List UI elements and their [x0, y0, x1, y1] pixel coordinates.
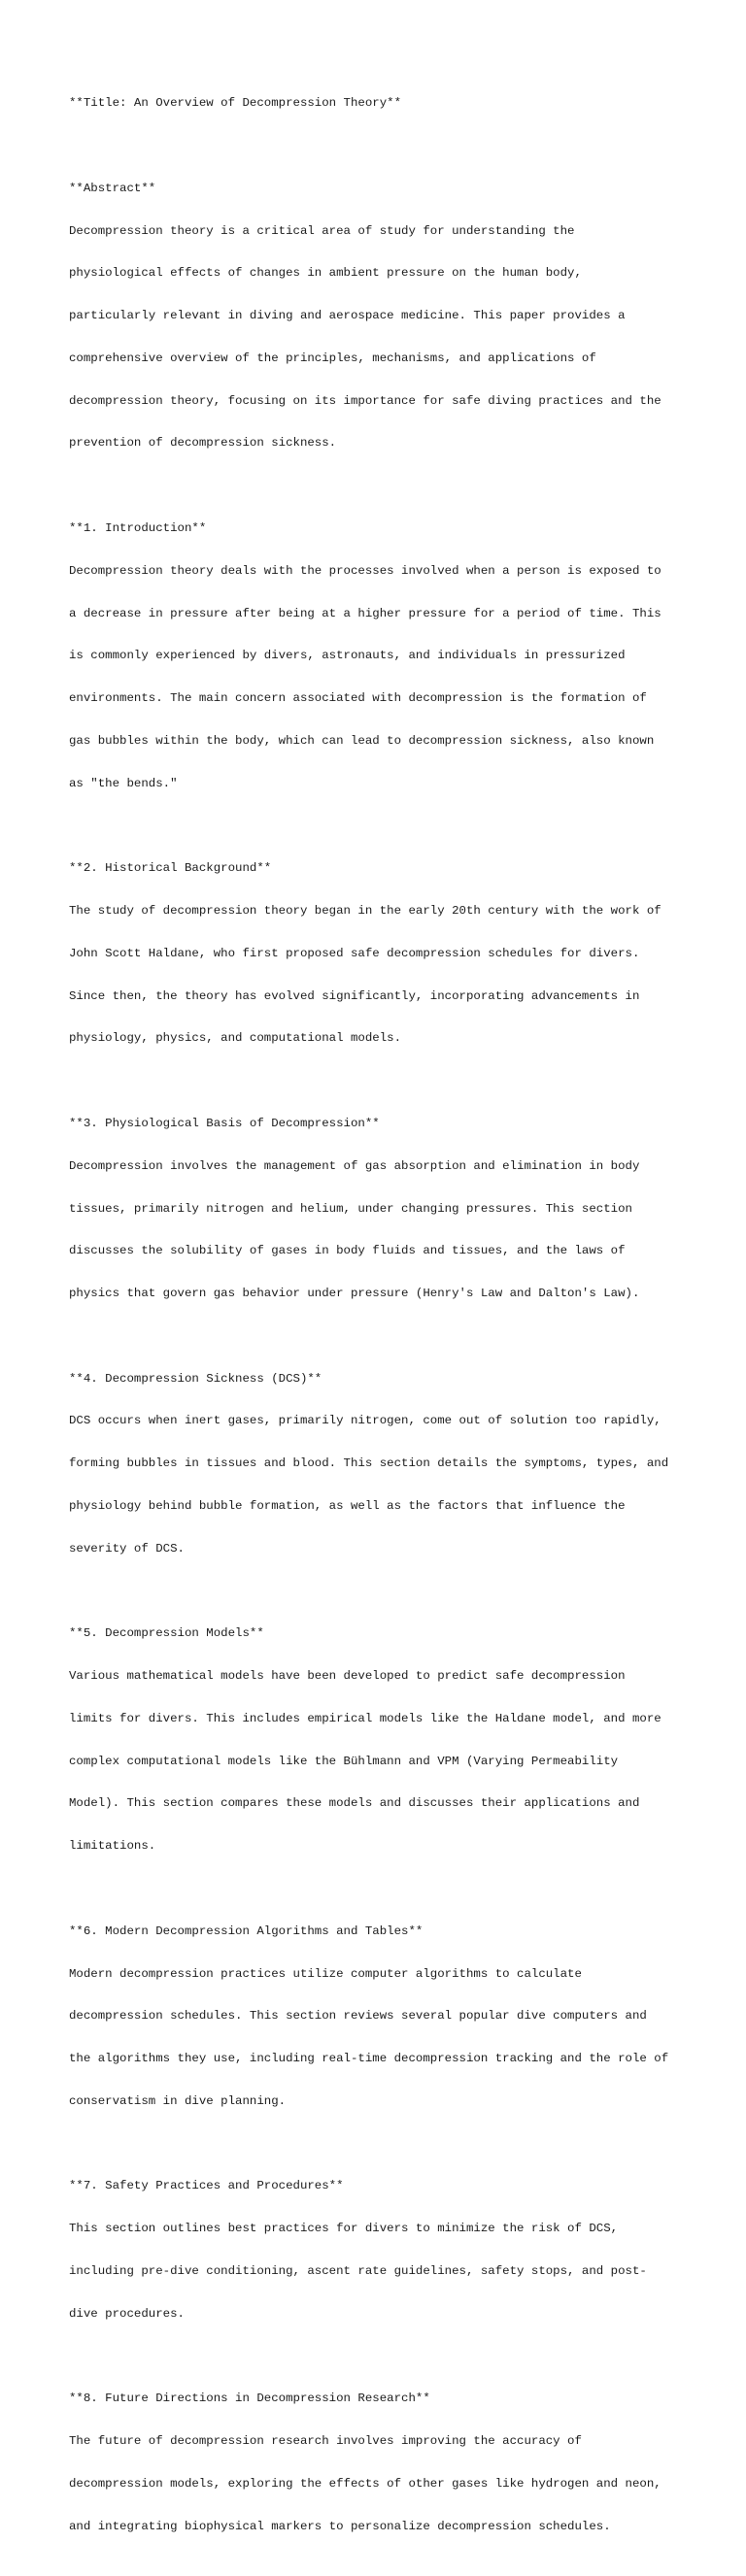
section-line: Various mathematical models have been developed to predict safe decompression: [69, 1669, 626, 1684]
abstract-heading: **Abstract**: [69, 181, 156, 195]
abstract-line: prevention of decompression sickness.: [69, 436, 337, 451]
section-line: decompression schedules. This section reviews several popular dive computers and: [69, 2009, 647, 2024]
section-line: and integrating biophysical markers to personalize decompression schedules.: [69, 2519, 611, 2533]
section-line: physiology, physics, and computational models.: [69, 1031, 402, 1046]
abstract-line: particularly relevant in diving and aerospace medicine. This paper provides a: [69, 309, 626, 323]
document-title-block: [69, 68, 691, 139]
section-physiological-basis: [69, 1088, 691, 1329]
section-line: tissues, primarily nitrogen and helium, under changing pressures. This section: [69, 1201, 632, 1216]
section-line: Decompression theory deals with the processes involved when a person is exposed to: [69, 563, 661, 578]
abstract-line: Decompression theory is a critical area of study for understanding the: [69, 223, 575, 238]
section-line: conservatism in dive planning.: [69, 2093, 287, 2108]
section-line: The future of decompression research involves improving the accuracy of: [69, 2434, 582, 2449]
section-future-directions: [69, 2363, 691, 2561]
section-line: John Scott Haldane, who first proposed safe decompression schedules for divers.: [69, 946, 640, 960]
section-line: severity of DCS.: [69, 1541, 185, 1556]
section-line: a decrease in pressure after being at a higher pressure for a period of time. This: [69, 606, 661, 620]
abstract-line: decompression theory, focusing on its importance for safe diving practices and the: [69, 393, 661, 408]
section-heading: **5. Decompression Models**: [69, 1626, 264, 1641]
section-heading: **2. Historical Background**: [69, 861, 272, 876]
section-line: Model). This section compares these models and discusses their applications and: [69, 1796, 640, 1811]
section-line: Since then, the theory has evolved significantly, incorporating advancements in: [69, 988, 640, 1003]
section-heading: **7. Safety Practices and Procedures**: [69, 2179, 344, 2193]
section-introduction: [69, 493, 691, 820]
section-decompression-sickness: [69, 1343, 691, 1584]
section-heading: **8. Future Directions in Decompression Research**: [69, 2392, 430, 2406]
section-line: including pre-dive conditioning, ascent rate guidelines, safety stops, and post-: [69, 2264, 647, 2279]
section-line: The study of decompression theory began in the early 20th century with the work of: [69, 904, 661, 919]
section-line: as "the bends.": [69, 776, 178, 790]
section-heading: **1. Introduction**: [69, 521, 207, 535]
document-page: [69, 68, 691, 2576]
section-line: limits for divers. This includes empirical models like the Haldane model, and more: [69, 1711, 661, 1725]
section-heading: **6. Modern Decompression Algorithms and Tables**: [69, 1924, 424, 1938]
section-heading: **4. Decompression Sickness (DCS)**: [69, 1371, 322, 1386]
section-line: gas bubbles within the body, which can lead to decompression sickness, also known: [69, 733, 655, 748]
section-line: dive procedures.: [69, 2306, 185, 2321]
section-line: physiology behind bubble formation, as well as the factors that influence the: [69, 1498, 626, 1513]
section-decompression-models: [69, 1598, 691, 1882]
section-line: Modern decompression practices utilize computer algorithms to calculate: [69, 1966, 582, 1981]
section-line: discusses the solubility of gases in body fluids and tissues, and the laws of: [69, 1244, 626, 1258]
section-line: decompression models, exploring the effects of other gases like hydrogen and neon,: [69, 2476, 661, 2491]
abstract-line: comprehensive overview of the principles, mechanisms, and applications of: [69, 351, 596, 365]
section-line: is commonly experienced by divers, astronauts, and individuals in pressurized: [69, 649, 626, 663]
section-line: Decompression involves the management of gas absorption and elimination in body: [69, 1158, 640, 1173]
section-historical-background: [69, 833, 691, 1074]
section-heading: **3. Physiological Basis of Decompression**: [69, 1116, 380, 1130]
section-line: forming bubbles in tissues and blood. This section details the symptoms, types, and: [69, 1456, 669, 1471]
section-safety-practices: [69, 2151, 691, 2349]
section-line: This section outlines best practices for divers to minimize the risk of DCS,: [69, 2222, 619, 2236]
document-title: **Title: An Overview of Decompression Theory**: [69, 96, 402, 111]
section-modern-algorithms: [69, 1896, 691, 2137]
abstract-line: physiological effects of changes in ambient pressure on the human body,: [69, 266, 582, 281]
section-line: limitations.: [69, 1839, 156, 1854]
section-line: complex computational models like the Bühlmann and VPM (Varying Permeability: [69, 1754, 619, 1768]
section-line: DCS occurs when inert gases, primarily nitrogen, come out of solution too rapidly,: [69, 1414, 661, 1428]
section-line: environments. The main concern associated with decompression is the formation of: [69, 691, 647, 706]
section-line: the algorithms they use, including real-time decompression tracking and the role of: [69, 2052, 669, 2066]
section-line: physics that govern gas behavior under pressure (Henry's Law and Dalton's Law).: [69, 1287, 640, 1301]
abstract-section: [69, 153, 691, 480]
